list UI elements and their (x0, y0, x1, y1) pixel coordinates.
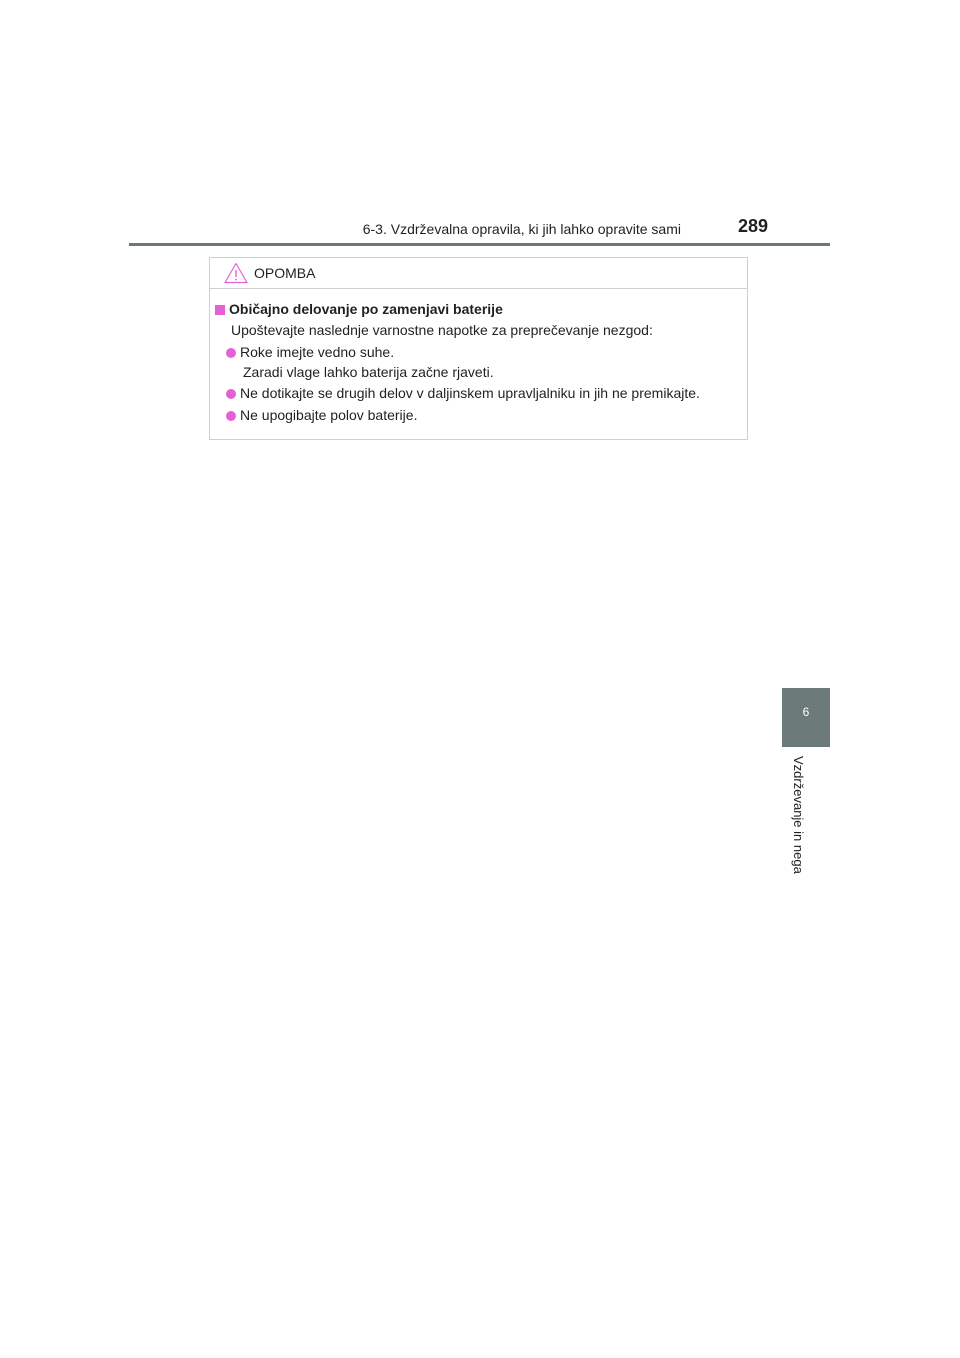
list-item-text: Ne dotikajte se drugih delov v daljinskem upravljalniku in jih ne premikajte. (240, 385, 700, 401)
list-item-text: Roke imejte vedno suhe. (240, 344, 395, 360)
list-item (226, 407, 417, 424)
notice-intro: Upoštevajte naslednje varnostne napotke za preprečevanje nezgod: (231, 322, 653, 338)
list-item-text: Ne upogibajte polov baterije. (240, 407, 418, 423)
notice-section-title (215, 301, 503, 317)
list-item-text-continued: Zaradi vlage lahko baterija začne rjaveti. (243, 364, 494, 380)
chapter-tab (782, 688, 830, 747)
chapter-number: 6 (802, 705, 810, 719)
bullet-dot-icon (226, 411, 236, 421)
bullet-dot-icon (226, 389, 236, 399)
notice-header (210, 258, 747, 289)
chapter-label: Vzdrževanje in nega (791, 756, 806, 874)
notice-title: OPOMBA (254, 265, 316, 281)
running-header-title: 6-3. Vzdrževalna opravila, ki jih lahko opravite sami (362, 221, 681, 237)
page-number: 289 (738, 216, 769, 236)
header-rule (129, 243, 830, 246)
bullet-dot-icon (226, 348, 236, 358)
list-item (226, 344, 494, 381)
square-bullet-icon (215, 305, 225, 315)
list-item (226, 385, 700, 402)
warning-triangle-icon (224, 262, 248, 284)
notice-box (209, 257, 748, 440)
section-title-text: Običajno delovanje po zamenjavi baterije (229, 301, 503, 317)
